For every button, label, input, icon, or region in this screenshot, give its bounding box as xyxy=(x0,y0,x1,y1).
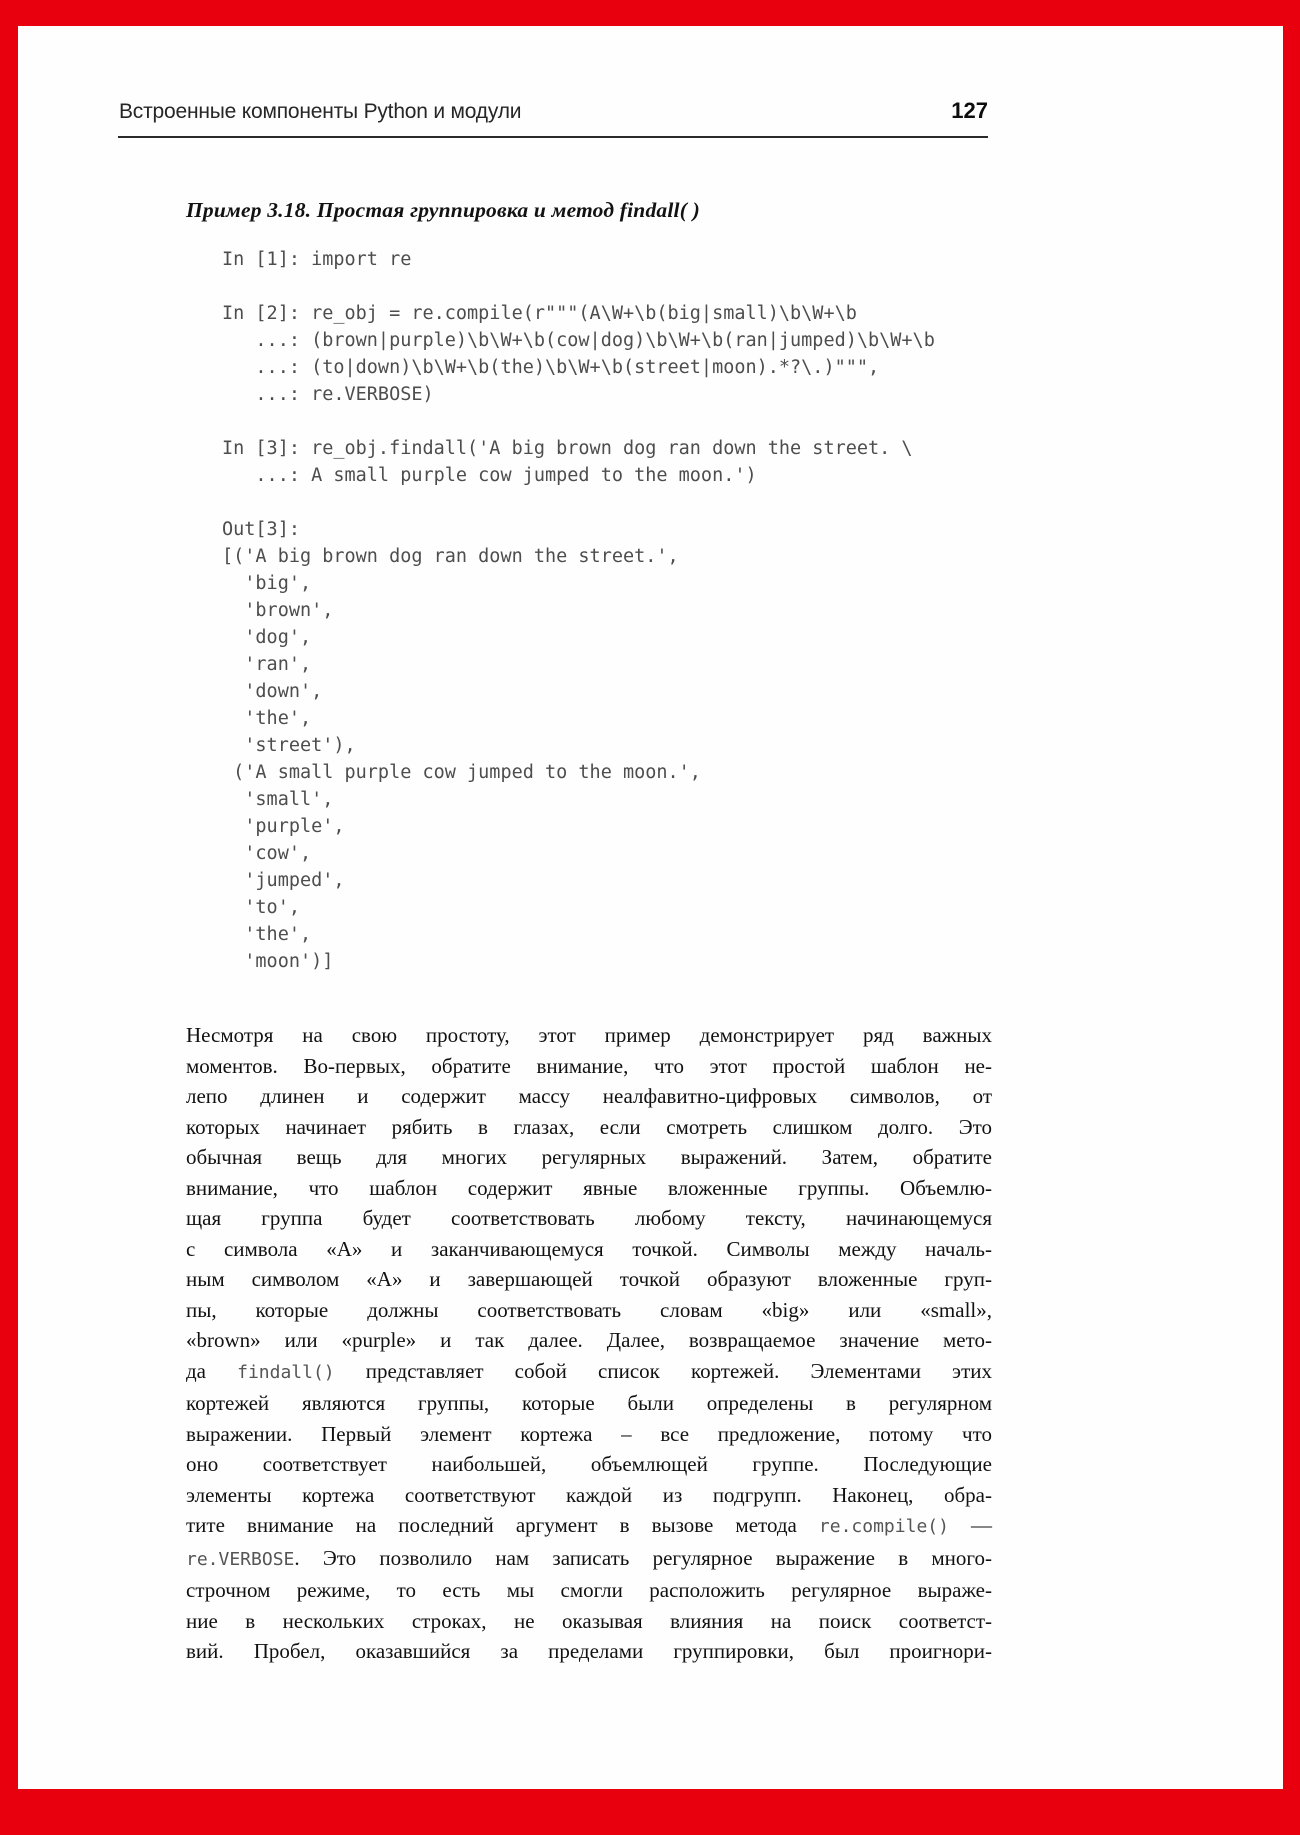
body-text-segment: Несмотря на свою простоту, этот пример демонстрирует ряд важных xyxy=(186,1023,992,1047)
body-text-segment: выражении. Первый элемент кортежа – все предложение, потому что xyxy=(186,1421,992,1446)
inline-code: re.VERBOSE xyxy=(186,1548,295,1570)
body-text-segment: щая группа будет соответствовать любому тексту, начинающемуся xyxy=(186,1206,992,1230)
body-text-segment: с символа «А» и заканчивающемуся точкой. Символы между началь- xyxy=(186,1236,992,1261)
body-line xyxy=(186,1142,992,1173)
code-line: 'down', xyxy=(222,681,323,702)
body-text-segment: обычная вещь для многих регулярных выражений. Затем, обратите xyxy=(186,1145,992,1169)
code-line: 'big', xyxy=(222,573,312,594)
body-line xyxy=(186,1020,992,1051)
body-line xyxy=(186,1543,992,1576)
code-line: Out[3]: xyxy=(222,519,300,540)
page-number: 127 xyxy=(951,98,988,123)
body-line xyxy=(186,1112,992,1143)
code-line: In [3]: re_obj.findall('A big brown dog ran down the street. \ xyxy=(222,438,913,459)
inline-code: findall() xyxy=(237,1361,335,1383)
body-line xyxy=(186,1449,992,1480)
example-caption: Пример 3.18. Простая группировка и метод findall( ) xyxy=(186,198,701,222)
body-text-segment: элементы кортежа соответствуют каждой из подгрупп. Наконец, обра- xyxy=(186,1482,992,1507)
code-line: ...: (to|down)\b\W+\b(the)\b\W+\b(street|moon).*?\.)""", xyxy=(222,357,880,378)
body-text-segment: оно соответствует наибольшей, объемлющей группе. Последующие xyxy=(186,1452,992,1476)
code-line: [('A big brown dog ran down the street.', xyxy=(222,546,679,567)
header-rule xyxy=(118,136,988,138)
body-line xyxy=(186,1081,992,1112)
code-line: In [2]: re_obj = re.compile(r"""(A\W+\b(big|small)\b\W+\b xyxy=(222,303,857,324)
book-page xyxy=(18,26,1283,1789)
code-line: 'moon')] xyxy=(222,951,334,972)
inline-code: re.compile() xyxy=(818,1516,949,1537)
body-line xyxy=(186,1173,992,1204)
body-text-segment: вий. Пробел, оказавшийся за пределами группировки, был проигнори- xyxy=(186,1639,992,1663)
code-block xyxy=(222,246,935,975)
code-line: 'ran', xyxy=(222,654,312,675)
code-line: 'to', xyxy=(222,897,300,918)
body-line xyxy=(186,1234,992,1265)
code-line xyxy=(222,408,935,435)
body-line xyxy=(186,1051,992,1082)
code-line: ...: re.VERBOSE) xyxy=(222,384,434,405)
body-text-segment: пы, которые должны соответствовать словам «big» или «small», xyxy=(186,1297,992,1322)
body-text-segment: «brown» или «purple» и так далее. Далее, возвращаемое значение мето- xyxy=(186,1328,992,1352)
body-line xyxy=(186,1606,992,1637)
body-line xyxy=(186,1264,992,1295)
body-text-segment: . Это позволило нам записать регулярное выражение в много- xyxy=(294,1545,992,1570)
code-line: ...: A small purple cow jumped to the moon.') xyxy=(222,465,757,486)
body-line xyxy=(186,1388,992,1419)
header-title: Встроенные компоненты Python и модули xyxy=(119,100,522,123)
body-text-segment: да xyxy=(186,1358,238,1383)
code-line: 'the', xyxy=(222,708,312,729)
body-line xyxy=(186,1636,992,1667)
code-line xyxy=(222,273,935,300)
body-text-segment: внимание, что шаблон содержит явные вложенные группы. Объемлю- xyxy=(186,1175,992,1200)
body-text-segment: ным символом «А» и завершающей точкой образуют вложенные груп- xyxy=(186,1267,992,1291)
body-line xyxy=(186,1356,992,1389)
code-line xyxy=(222,489,935,516)
code-line: 'street'), xyxy=(222,735,356,756)
running-header xyxy=(119,98,988,124)
body-text-segment: — xyxy=(948,1513,993,1537)
body-text-segment: строчном режиме, то есть мы смогли расположить регулярное выраже- xyxy=(186,1578,992,1602)
code-line: 'small', xyxy=(222,789,334,810)
code-line: ...: (brown|purple)\b\W+\b(cow|dog)\b\W+\b(ran|jumped)\b\W+\b xyxy=(222,330,935,351)
code-line: 'dog', xyxy=(222,627,312,648)
body-text-segment: тите внимание на последний аргумент в вызове метода xyxy=(186,1513,819,1537)
code-line: ('A small purple cow jumped to the moon.', xyxy=(222,762,701,783)
body-line xyxy=(186,1325,992,1356)
body-line xyxy=(186,1419,992,1450)
code-line: 'the', xyxy=(222,924,312,945)
body-text-segment: которых начинает рябить в глазах, если смотреть слишком долго. Это xyxy=(186,1114,992,1139)
body-text-segment: ние в нескольких строках, не оказывая влияния на поиск соответст- xyxy=(186,1608,992,1633)
body-line xyxy=(186,1510,992,1543)
code-line: 'purple', xyxy=(222,816,345,837)
code-line: 'cow', xyxy=(222,843,312,864)
body-line xyxy=(186,1480,992,1511)
body-line xyxy=(186,1295,992,1326)
body-paragraph xyxy=(186,1020,992,1667)
body-line xyxy=(186,1203,992,1234)
code-line: In [1]: import re xyxy=(222,249,412,270)
body-text-segment: представляет собой список кортежей. Элементами этих xyxy=(334,1358,992,1383)
code-line: 'jumped', xyxy=(222,870,345,891)
code-line: 'brown', xyxy=(222,600,334,621)
body-line xyxy=(186,1575,992,1606)
body-text-segment: лепо длинен и содержит массу неалфавитно-цифровых символов, от xyxy=(186,1084,992,1108)
body-text-segment: моментов. Во-первых, обратите внимание, что этот простой шаблон не- xyxy=(186,1053,992,1078)
body-text-segment: кортежей являются группы, которые были определены в регулярном xyxy=(186,1391,992,1415)
